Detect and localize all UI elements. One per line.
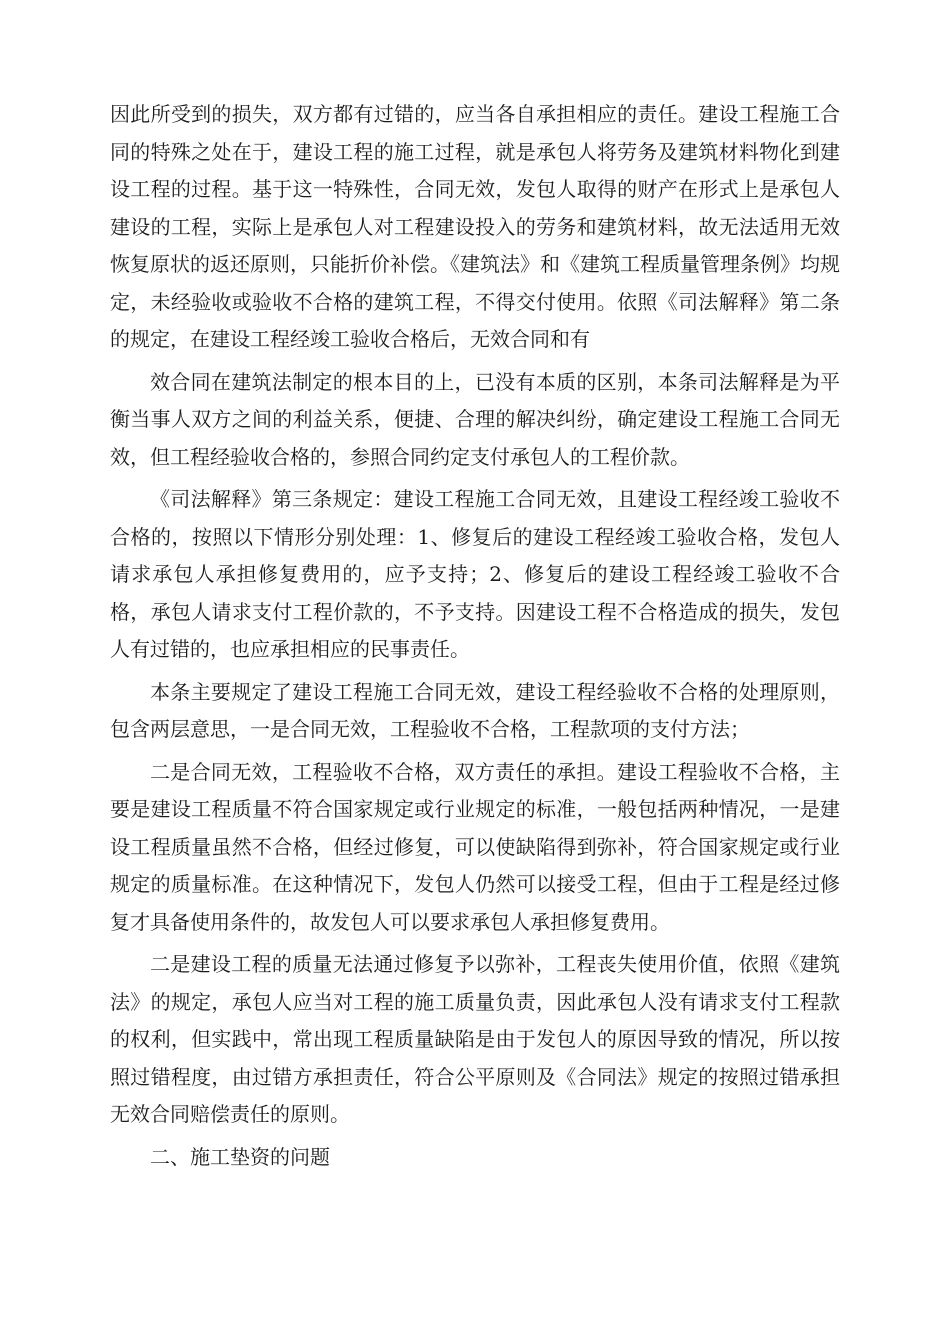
paragraph-3: 《司法解释》第三条规定：建设工程施工合同无效，且建设工程经竣工验收不合格的，按照以下情形分别处理：1、修复后的建设工程经竣工验收合格，发包人请求承包人承担修复费用的，应予支持；2、修复后的建设工程经竣工验收不合格，承包人请求支付工程价款的，不予支持。因建设工程不合格造成的损失，发包人有过错的，也应承担相应的民事责任。: [110, 487, 840, 661]
paragraph-4: 本条主要规定了建设工程施工合同无效，建设工程经验收不合格的处理原则，包含两层意思，一是合同无效，工程验收不合格，工程款项的支付方法；: [110, 679, 840, 741]
paragraph-2: 效合同在建筑法制定的根本目的上，已没有本质的区别，本条司法解释是为平衡当事人双方之间的利益关系，便捷、合理的解决纠纷，确定建设工程施工合同无效，但工程经验收合格的，参照合同约定支付承包人的工程价款。: [110, 369, 840, 469]
paragraph-1: 因此所受到的损失，双方都有过错的，应当各自承担相应的责任。建设工程施工合同的特殊之处在于，建设工程的施工过程，就是承包人将劳务及建筑材料物化到建设工程的过程。基于这一特殊性，合同无效，发包人取得的财产在形式上是承包人建设的工程，实际上是承包人对工程建设投入的劳务和建筑材料，故无法适用无效恢复原状的返还原则，只能折价补偿。《建筑法》和《建筑工程质量管理条例》均规定，未经验收或验收不合格的建筑工程，不得交付使用。依照《司法解释》第二条的规定，在建设工程经竣工验收合格后，无效合同和有: [110, 102, 840, 351]
paragraph-5: 二是合同无效，工程验收不合格，双方责任的承担。建设工程验收不合格，主要是建设工程质量不符合国家规定或行业规定的标准，一般包括两种情况，一是建设工程质量虽然不合格，但经过修复，可以使缺陷得到弥补，符合国家规定或行业规定的质量标准。在这种情况下，发包人仍然可以接受工程，但由于工程是经过修复才具备使用条件的，故发包人可以要求承包人承担修复费用。: [110, 759, 840, 934]
section-heading: 二、施工垫资的问题: [150, 1144, 330, 1169]
paragraph-6: 二是建设工程的质量无法通过修复予以弥补，工程丧失使用价值，依照《建筑法》的规定，承包人应当对工程的施工质量负责，因此承包人没有请求支付工程款的权利，但实践中，常出现工程质量缺陷是由于发包人的原因导致的情况，所以按照过错程度，由过错方承担责任，符合公平原则及《合同法》规定的按照过错承担无效合同赔偿责任的原则。: [110, 952, 840, 1126]
document-page: [110, 96, 840, 1181]
